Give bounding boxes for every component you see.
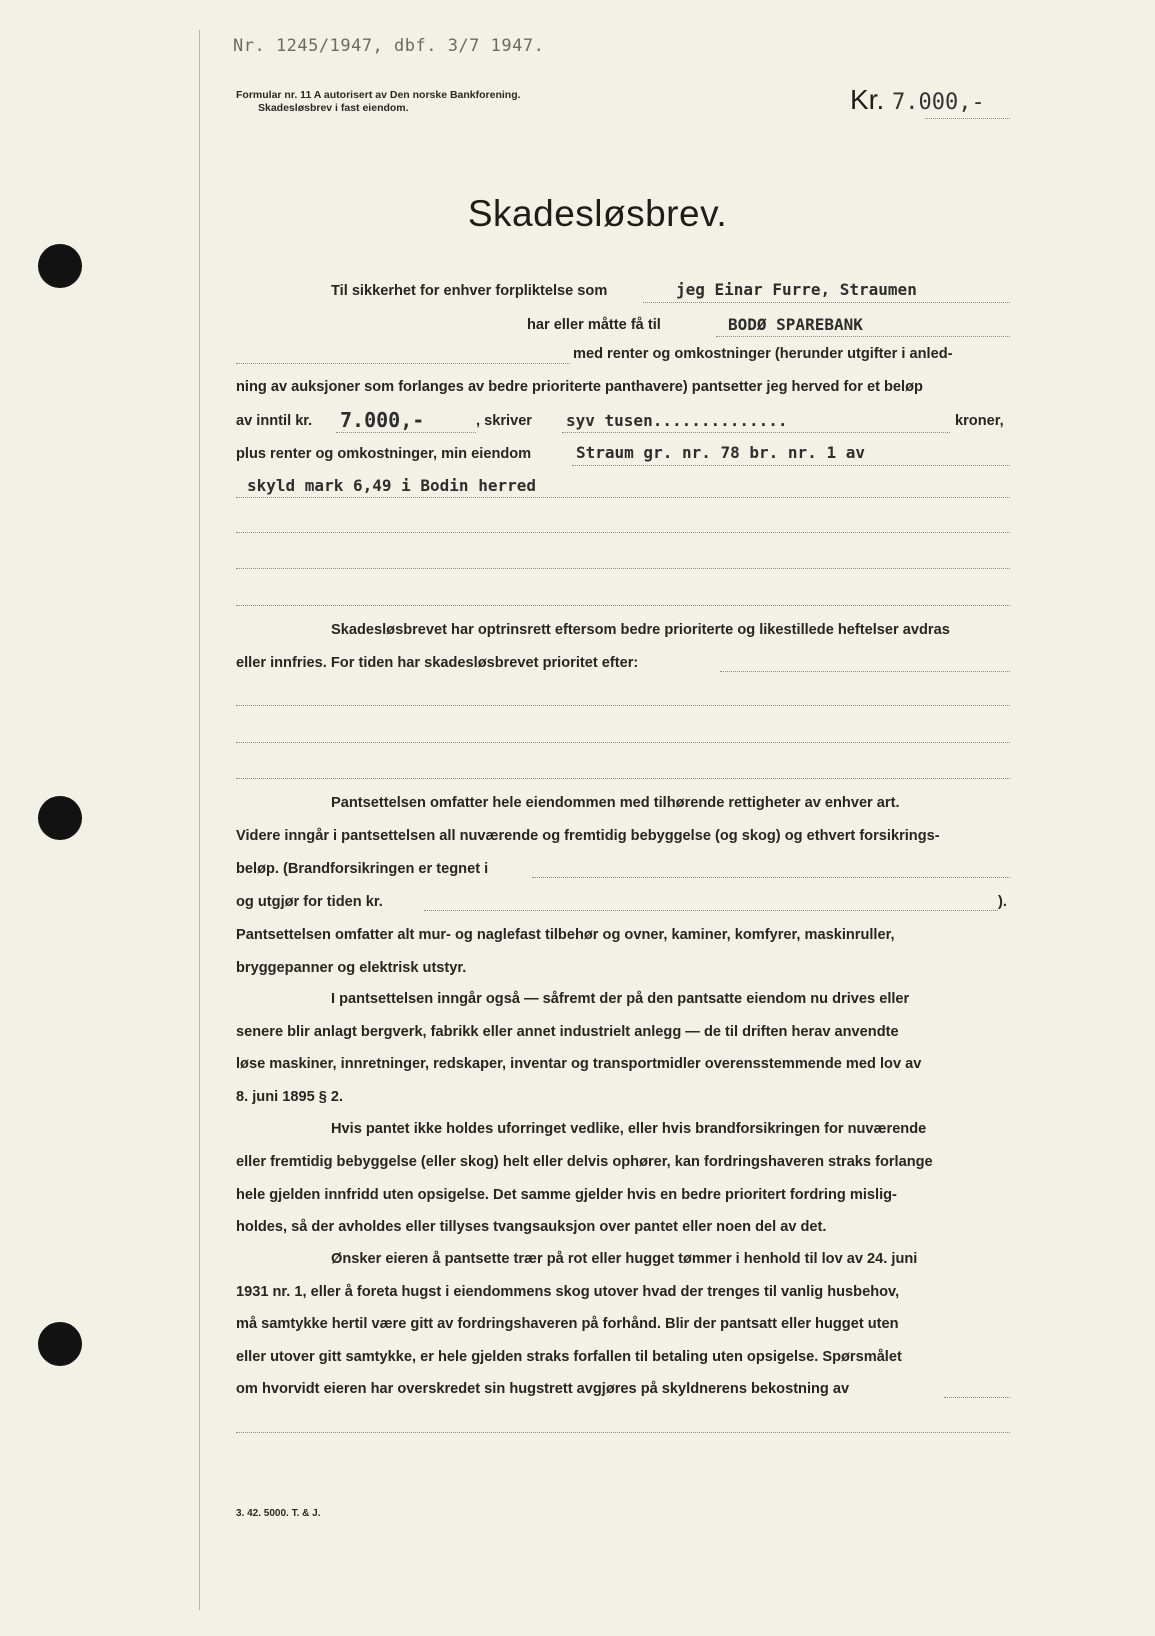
creditor-field <box>728 315 863 334</box>
p3-line-d2: ). <box>998 894 1007 910</box>
p1-line-f: plus renter og omkostninger, min eiendom <box>236 446 532 462</box>
obligor-field <box>676 280 917 299</box>
punch-hole-top <box>38 244 82 288</box>
p4-line-d: 8. juni 1895 § 2. <box>236 1089 344 1105</box>
header-amount <box>850 84 985 116</box>
p5-line-d: holdes, så der avholdes eller tillyses tvangsauksjon over pantet eller noen del av det. <box>236 1219 827 1235</box>
blank-line-8 <box>236 1432 1010 1433</box>
blank-line-7 <box>236 778 1010 779</box>
property-line-2 <box>236 497 1010 498</box>
p4-line-b: senere blir anlagt bergverk, fabrikk eller annet industrielt anlegg — de til driften herav anvendte <box>236 1024 899 1040</box>
p6-line-e: om hvorvidt eieren har overskredet sin hugstrett avgjøres på skyldnerens bekostning av <box>236 1381 850 1397</box>
p1-line-a <box>331 283 607 299</box>
header-amount-prefix: Kr. <box>850 84 885 115</box>
p3-line-a: Pantsettelsen omfatter hele eiendommen med tilhørende rettigheter av enhver art. <box>331 795 900 811</box>
p4-line-a: I pantsettelsen inngår også — såfremt der på den pantsatte eiendom nu drives eller <box>331 991 910 1007</box>
insurance-amount-line <box>424 910 998 911</box>
registration-stamp: Nr. 1245/1947, dbf. 3/7 1947. <box>233 36 545 56</box>
blank-line-3 <box>236 568 1010 569</box>
amount-number-field <box>340 408 424 432</box>
p6-line-c: må samtykke hertil være gitt av fordringshaveren på forhånd. Blir der pantsatt eller hugget uten <box>236 1316 899 1332</box>
p3-line-d1: og utgjør for tiden kr. <box>236 894 383 910</box>
assessor-line <box>944 1397 1010 1398</box>
p1-b-text: har eller måtte få til <box>527 317 661 333</box>
priority-line <box>720 671 1010 672</box>
p6-line-d: eller utover gitt samtykke, er hele gjelden straks forfallen til betaling uten opsigelse. Spørsmålet <box>236 1349 902 1365</box>
property-line2-value: skyld mark 6,49 i Bodin herred <box>247 476 536 495</box>
header-amount-line <box>925 118 1010 119</box>
p2-line-b: eller innfries. For tiden har skadesløsbrevet prioritet efter: <box>236 655 639 671</box>
blank-line-2 <box>236 532 1010 533</box>
amount-number-line <box>336 432 476 433</box>
property-line-1 <box>572 465 1010 466</box>
print-code: 3. 42. 5000. T. & J. <box>236 1508 321 1519</box>
document-title: Skadesløsbrev. <box>467 193 728 234</box>
p3-line-e: Pantsettelsen omfatter alt mur- og naglefast tilbehør og ovner, kaminer, komfyrer, maskinruller, <box>236 927 895 943</box>
form-authorization-line1: Formular nr. 11 A autorisert av Den norske Bankforening. <box>236 89 521 101</box>
blank-line-6 <box>236 742 1010 743</box>
creditor-value: BODØ SPAREBANK <box>728 315 863 334</box>
p5-line-c: hele gjelden innfridd uten opsigelse. Det samme gjelder hvis en bedre prioritert fordring mislig- <box>236 1187 897 1203</box>
obligor-value: jeg Einar Furre, Straumen <box>676 280 917 299</box>
obligor-line <box>643 302 1010 303</box>
p6-line-a: Ønsker eieren å pantsette trær på rot eller hugget tømmer i henhold til lov av 24. juni <box>331 1251 918 1267</box>
amount-words-field <box>566 411 788 430</box>
p4-line-c: løse maskiner, innretninger, redskaper, inventar og transportmidler overensstemmende med lov av <box>236 1056 922 1072</box>
amount-words-line <box>562 432 950 433</box>
p1-line-e2: , skriver <box>476 413 532 429</box>
property-field-2 <box>247 476 536 495</box>
form-authorization-line2: Skadesløsbrev i fast eiendom. <box>258 102 409 114</box>
p5-line-a: Hvis pantet ikke holdes uforringet vedlike, eller hvis brandforsikringen for nuværende <box>331 1121 927 1137</box>
p6-line-b: 1931 nr. 1, eller å foreta hugst i eiendommens skog utover hvad der trenges til vanlig husbehov, <box>236 1284 900 1300</box>
p2-line-a: Skadesløsbrevet har optrinsrett eftersom bedre prioriterte og likestillede heftelser avdras <box>331 622 950 638</box>
p3-line-f: bryggepanner og elektrisk utstyr. <box>236 960 467 976</box>
p1-a-text: Til sikkerhet for enhver forpliktelse som <box>331 283 608 299</box>
p3-line-c: beløp. (Brandforsikringen er tegnet i <box>236 861 489 877</box>
property-field-1 <box>576 443 865 462</box>
p1-line-d: ning av auksjoner som forlanges av bedre prioriterte panthavere) pantsetter jeg herved for et beløp <box>236 379 923 395</box>
punch-hole-middle <box>38 796 82 840</box>
p1-line-c: med renter og omkostninger (herunder utgifter i anled- <box>573 346 953 362</box>
creditor-line <box>716 336 1010 337</box>
header-amount-value: 7.000,- <box>892 90 985 115</box>
insurance-company-line <box>532 877 1010 878</box>
property-line1-value: Straum gr. nr. 78 br. nr. 1 av <box>576 443 865 462</box>
amount-words-value: syv tusen.............. <box>566 411 788 430</box>
blank-line-1 <box>236 363 570 364</box>
p3-line-b: Videre inngår i pantsettelsen all nuværende og fremtidig bebyggelse (og skog) og ethvert forsikrings- <box>236 828 940 844</box>
punch-hole-bottom <box>38 1322 82 1366</box>
p1-line-e3: kroner, <box>955 413 1004 429</box>
p1-line-b <box>527 317 661 333</box>
p5-line-b: eller fremtidig bebyggelse (eller skog) helt eller delvis ophører, kan fordringshaveren straks forlange <box>236 1154 933 1170</box>
p1-line-e1: av inntil kr. <box>236 413 313 429</box>
blank-line-5 <box>236 705 1010 706</box>
amount-number-value: 7.000,- <box>340 408 425 432</box>
blank-line-4 <box>236 605 1010 606</box>
margin-rule <box>199 30 200 1610</box>
